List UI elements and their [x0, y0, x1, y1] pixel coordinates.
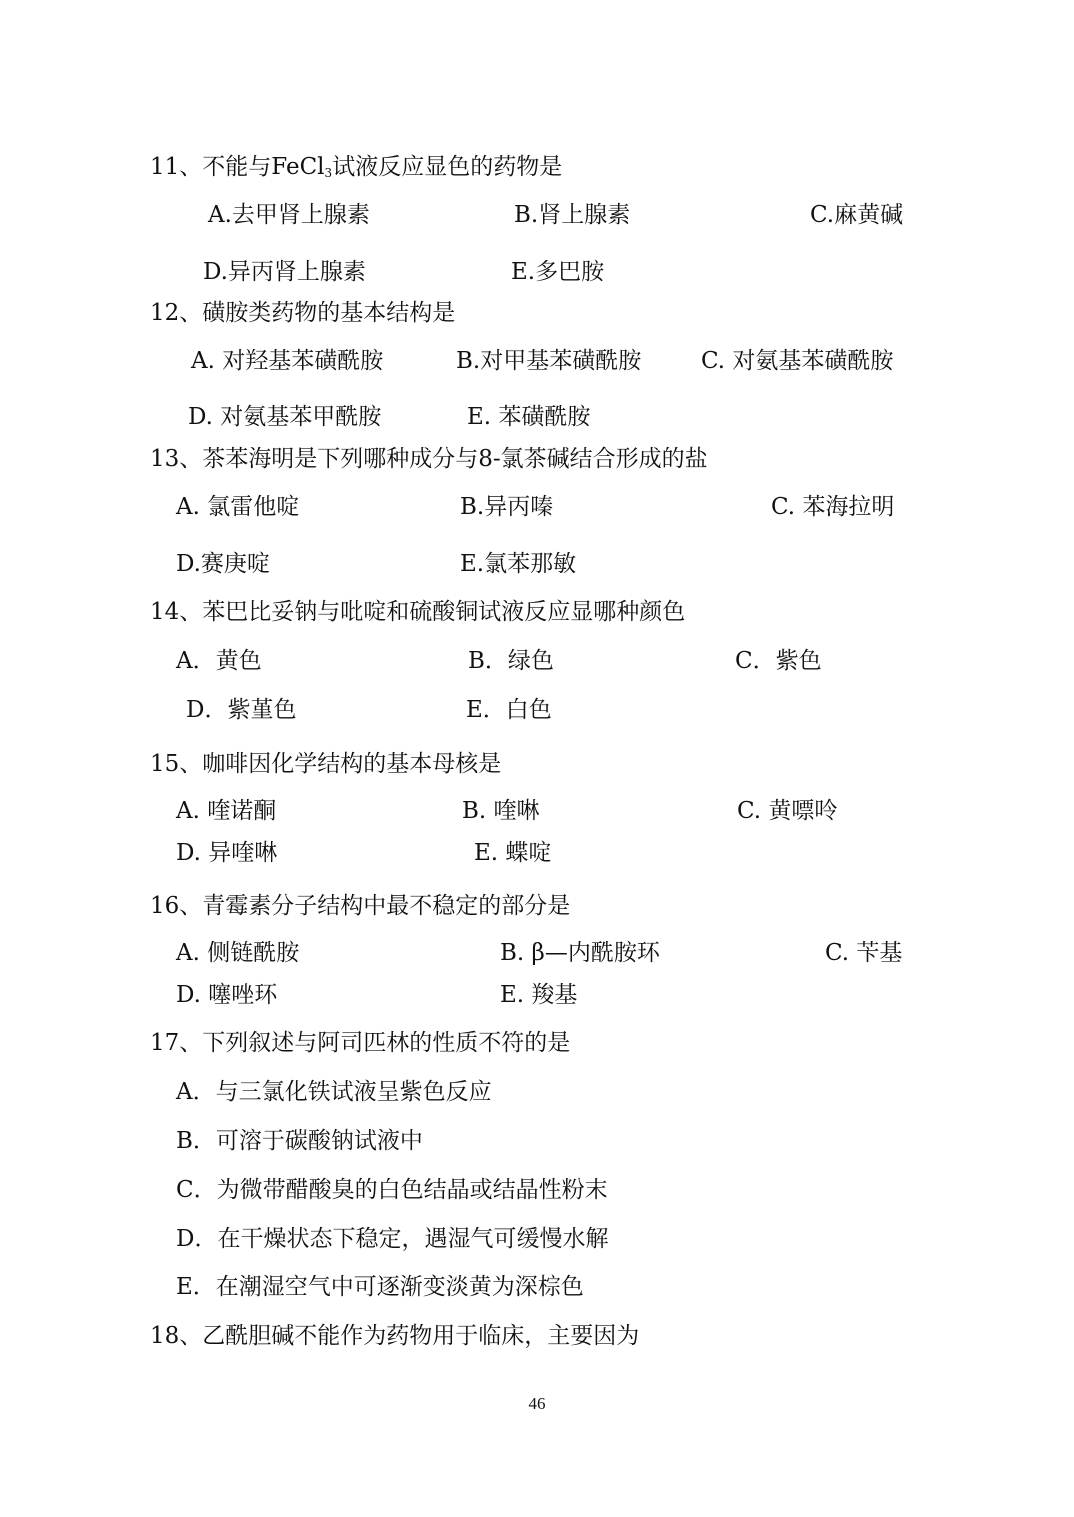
question-14-option-c: C．紫色 — [735, 648, 822, 674]
question-12-option-a: A. 对羟基苯磺酰胺 — [191, 348, 384, 374]
question-16-option-d: D. 噻唑环 — [176, 982, 278, 1008]
question-18-stem: 18、乙酰胆碱不能作为药物用于临床，主要因为 — [150, 1323, 640, 1349]
question-16-option-b: B. β—内酰胺环 — [500, 940, 660, 966]
question-11-option-c: C.麻黄碱 — [810, 202, 904, 228]
question-11-option-a: A.去甲肾上腺素 — [208, 202, 370, 228]
question-16-option-a: A. 侧链酰胺 — [176, 940, 300, 966]
question-15-option-e: E. 蝶啶 — [474, 840, 552, 866]
question-15-option-c: C. 黄嘌呤 — [737, 798, 838, 824]
question-17-option-a: A．与三氯化铁试液呈紫色反应 — [176, 1079, 492, 1105]
question-11-option-e: E.多巴胺 — [511, 259, 605, 285]
question-13-option-c: C. 苯海拉明 — [771, 494, 895, 520]
question-12-option-c: C. 对氨基苯磺酰胺 — [701, 348, 894, 374]
question-12-option-b: B.对甲基苯磺酰胺 — [456, 348, 642, 374]
question-14-option-e: E．白色 — [466, 697, 552, 723]
question-11-option-d: D.异丙肾上腺素 — [203, 259, 366, 285]
question-17-option-d: D．在干燥状态下稳定，遇湿气可缓慢水解 — [176, 1226, 609, 1252]
question-11-stem: 11、不能与FeCl$_3$试液反应显色的药物是 — [150, 154, 563, 180]
subscript: 3 — [324, 166, 333, 180]
question-13-option-b: B.异丙嗪 — [460, 494, 554, 520]
question-17-option-e: E．在潮湿空气中可逐渐变淡黄为深棕色 — [176, 1274, 584, 1300]
question-14-option-b: B．绿色 — [468, 648, 554, 674]
question-13-option-d: D.赛庚啶 — [176, 551, 270, 577]
question-17-option-b: B．可溶于碳酸钠试液中 — [176, 1128, 423, 1154]
question-13-stem: 13、茶苯海明是下列哪种成分与8-氯茶碱结合形成的盐 — [150, 446, 708, 472]
page-number: 46 — [528, 1394, 546, 1413]
question-16-option-c: C. 苄基 — [825, 940, 903, 966]
question-14-stem: 14、苯巴比妥钠与吡啶和硫酸铜试液反应显哪种颜色 — [150, 599, 686, 625]
question-11-option-b: B.肾上腺素 — [514, 202, 631, 228]
question-12-stem: 12、磺胺类药物的基本结构是 — [150, 300, 456, 326]
question-17-stem: 17、下列叙述与阿司匹林的性质不符的是 — [150, 1030, 571, 1056]
question-15-option-a: A. 喹诺酮 — [176, 798, 277, 824]
question-14-option-a: A．黄色 — [176, 648, 262, 674]
question-17-option-c: C．为微带醋酸臭的白色结晶或结晶性粉末 — [176, 1177, 608, 1203]
question-12-option-e: E. 苯磺酰胺 — [467, 404, 591, 430]
question-12-option-d: D. 对氨基苯甲酰胺 — [188, 404, 382, 430]
question-15-option-b: B. 喹啉 — [462, 798, 540, 824]
question-13-option-a: A. 氯雷他啶 — [176, 494, 300, 520]
question-14-option-d: D．紫堇色 — [186, 697, 297, 723]
question-15-stem: 15、咖啡因化学结构的基本母核是 — [150, 751, 502, 777]
question-15-option-d: D. 异喹啉 — [176, 840, 278, 866]
question-16-option-e: E. 羧基 — [500, 982, 578, 1008]
question-16-stem: 16、青霉素分子结构中最不稳定的部分是 — [150, 893, 571, 919]
question-13-option-e: E.氯苯那敏 — [460, 551, 577, 577]
